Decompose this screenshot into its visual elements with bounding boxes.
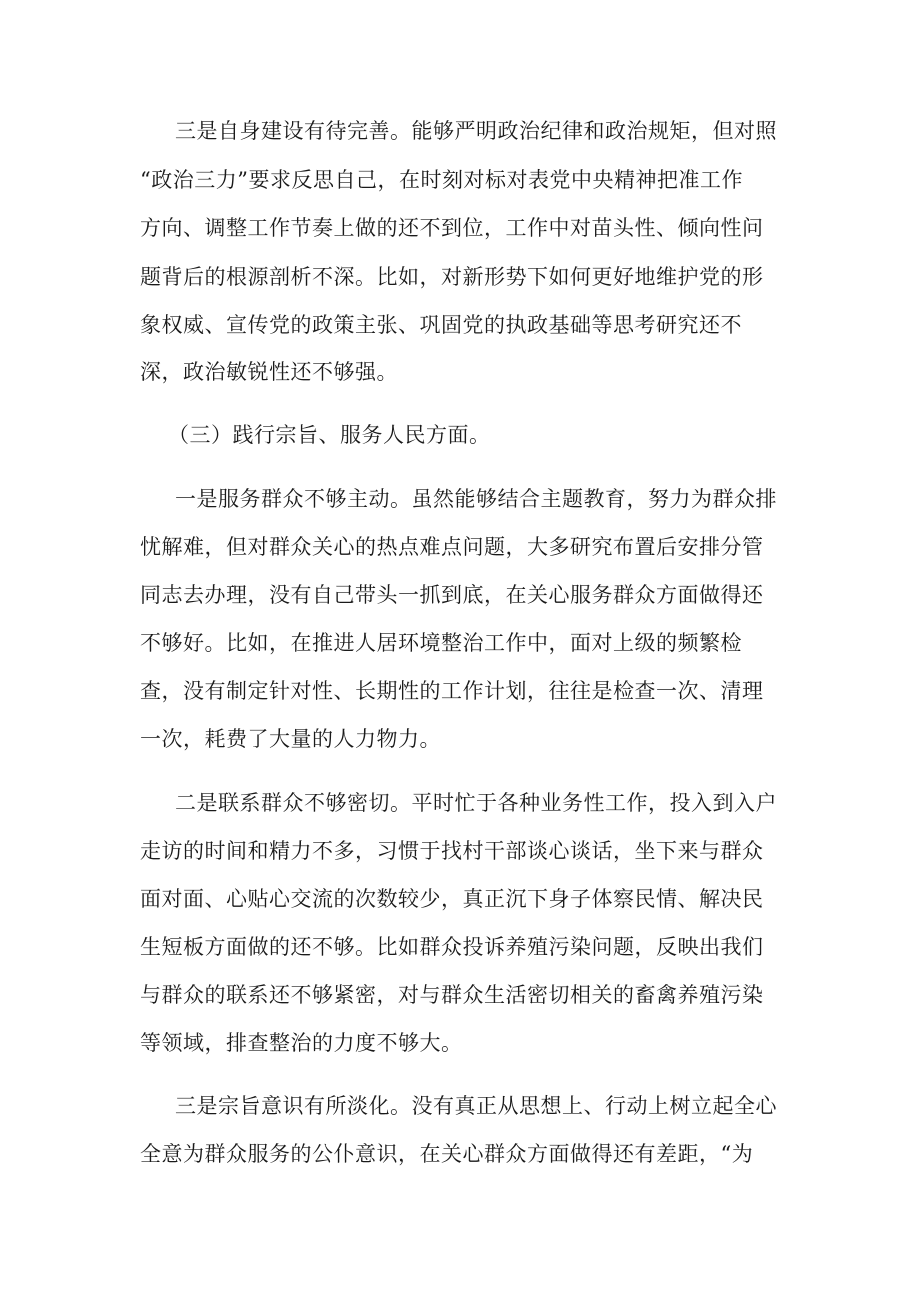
paragraph-line: 走访的时间和精力不多，习惯于找村干部谈心谈话，坐下来与群众 xyxy=(140,839,764,863)
paragraph-line: 方向、调整工作节奏上做的还不到位，工作中对苗头性、倾向性问 xyxy=(140,216,764,240)
paragraph-line: 三是宗旨意识有所淡化。没有真正从思想上、行动上树立起全心 xyxy=(175,1094,777,1118)
paragraph-line: 一是服务群众不够主动。虽然能够结合主题教育，努力为群众排 xyxy=(175,487,777,511)
paragraph-line: 深，政治敏锐性还不够强。 xyxy=(140,360,398,384)
paragraph-line: 二是联系群众不够密切。平时忙于各种业务性工作，投入到入户 xyxy=(175,791,777,815)
paragraph-line: 与群众的联系还不够紧密，对与群众生活密切相关的畜禽养殖污染 xyxy=(140,983,764,1007)
paragraph-line: 忧解难，但对群众关心的热点难点问题，大多研究布置后安排分管 xyxy=(140,535,764,559)
paragraph-line: “政治三力”要求反思自己，在时刻对标对表党中央精神把准工作 xyxy=(140,168,743,192)
paragraph-line: 三是自身建设有待完善。能够严明政治纪律和政治规矩，但对照 xyxy=(175,119,777,143)
paragraph-line: 全意为群众服务的公仆意识，在关心群众方面做得还有差距，“为 xyxy=(140,1142,754,1166)
paragraph-line: 题背后的根源剖析不深。比如，对新形势下如何更好地维护党的形 xyxy=(140,265,764,289)
paragraph-line: 一次，耗费了大量的人力物力。 xyxy=(140,727,441,751)
paragraph-line: 查，没有制定针对性、长期性的工作计划，往往是检查一次、清理 xyxy=(140,679,764,703)
section-heading: （三）践行宗旨、服务人民方面。 xyxy=(168,423,491,447)
paragraph-line: 不够好。比如，在推进人居环境整治工作中，面对上级的频繁检 xyxy=(140,631,742,655)
paragraph-line: 生短板方面做的还不够。比如群众投诉养殖污染问题，反映出我们 xyxy=(140,935,764,959)
paragraph-line: 象权威、宣传党的政策主张、巩固党的执政基础等思考研究还不 xyxy=(140,313,742,337)
paragraph-line: 同志去办理，没有自己带头一抓到底，在关心服务群众方面做得还 xyxy=(140,583,764,607)
paragraph-line: 面对面、心贴心交流的次数较少，真正沉下身子体察民情、解决民 xyxy=(140,887,764,911)
paragraph-line: 等领域，排查整治的力度不够大。 xyxy=(140,1031,463,1055)
